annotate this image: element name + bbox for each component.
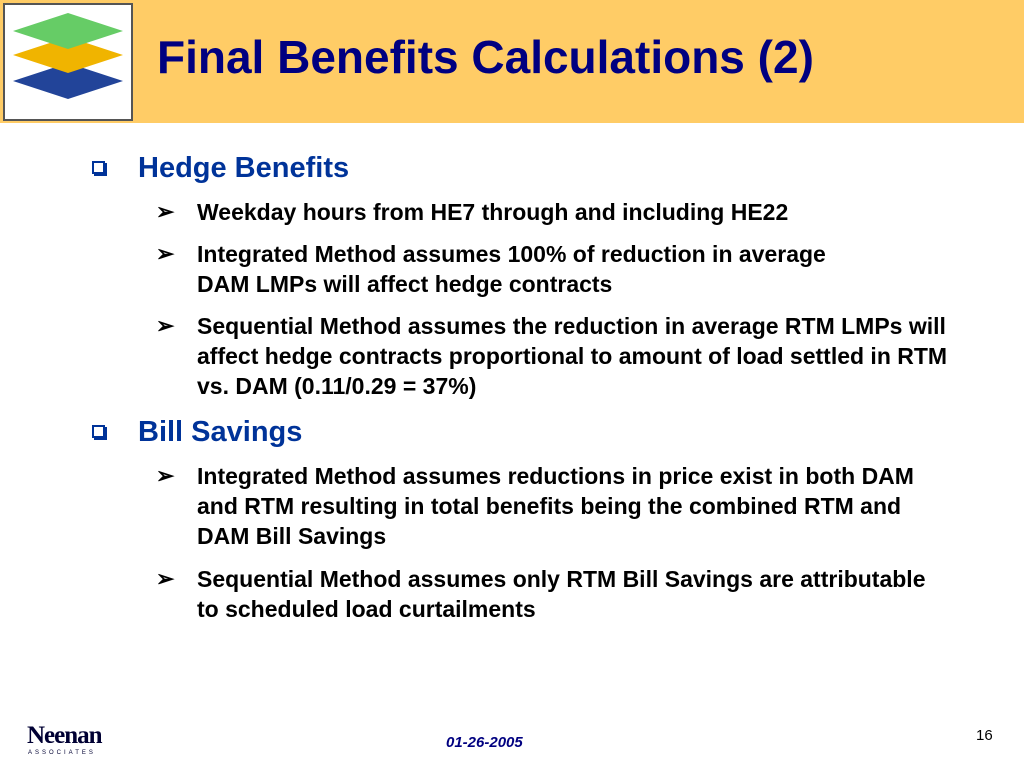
bullet-text: Sequential Method assumes only RTM Bill Savings are attributable to scheduled load curtailments: [197, 566, 926, 622]
arrow-bullet-icon: ➢: [156, 463, 175, 488]
footer-date: 01-26-2005: [446, 734, 523, 751]
arrow-bullet-icon: ➢: [156, 199, 175, 224]
checkbox-bullet-icon: [92, 425, 105, 438]
arrow-bullet-icon: ➢: [156, 566, 175, 591]
list-item: [156, 239, 956, 299]
arrow-bullet-icon: ➢: [156, 241, 175, 266]
list-item: [156, 564, 956, 624]
bullet-text: Sequential Method assumes the reduction in average RTM LMPs will affect hedge contracts proportional to amount of load settled in RTM vs. DAM (0.11/0.29 = 37%): [197, 313, 948, 399]
checkbox-bullet-icon: [92, 161, 105, 174]
section-heading-label: Bill Savings: [138, 416, 303, 448]
logo-name: Neenan: [27, 722, 102, 749]
logo-subtitle: ASSOCIATES: [28, 750, 96, 756]
bullet-text: Weekday hours from HE7 through and including HE22: [197, 199, 789, 225]
list-item: [156, 461, 956, 551]
layers-logo-icon: [5, 5, 131, 119]
bullet-text: Integrated Method assumes reductions in price exist in both DAM and RTM resulting in total benefits being the combined RTM and DAM Bill Savings: [197, 463, 914, 549]
list-item: [156, 311, 956, 401]
layers-logo: [3, 3, 133, 121]
list-item: [156, 197, 956, 227]
slide-title: Final Benefits Calculations (2): [157, 31, 814, 83]
section-heading-label: Hedge Benefits: [138, 152, 350, 184]
bullet-text: Integrated Method assumes 100% of reduction in average DAM LMPs will affect hedge contracts: [197, 241, 826, 297]
arrow-bullet-icon: ➢: [156, 313, 175, 338]
neenan-logo: [27, 722, 107, 762]
page-number: 16: [976, 727, 993, 744]
